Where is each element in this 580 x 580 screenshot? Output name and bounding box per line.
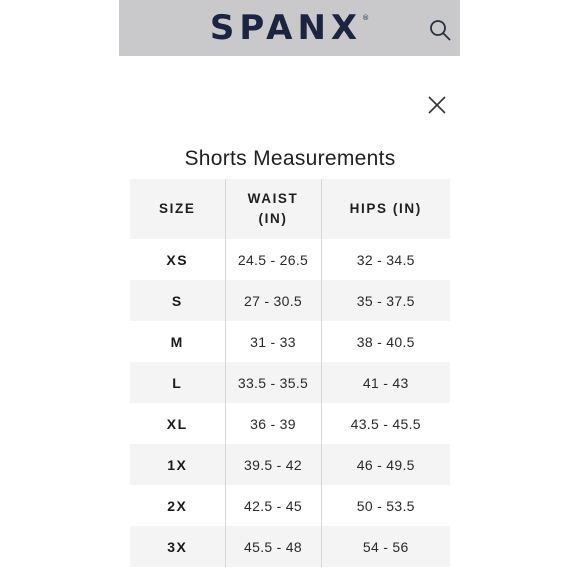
- hips-cell: 46 - 49.5: [321, 444, 450, 485]
- waist-cell: 31 - 33: [225, 321, 321, 362]
- table-row: [130, 362, 450, 403]
- hips-cell: 43.5 - 45.5: [321, 403, 450, 444]
- modal-title: Shorts Measurements: [184, 147, 396, 170]
- size-cell: 3X: [130, 526, 225, 567]
- size-cell: 2X: [167, 497, 188, 514]
- size-cell: XS: [166, 251, 189, 268]
- waist-cell: 36 - 39: [225, 403, 321, 444]
- table-row: [130, 280, 450, 321]
- waist-cell: 45.5 - 48: [225, 526, 321, 567]
- table-row: [130, 444, 450, 485]
- table-header-row: [130, 179, 450, 239]
- spanx-logo[interactable]: SPANX®: [209, 8, 370, 48]
- hips-cell: 32 - 34.5: [321, 239, 450, 280]
- site-header: [119, 0, 460, 56]
- size-cell: M: [170, 333, 184, 350]
- hips-cell: 50 - 53.5: [321, 485, 450, 526]
- waist-cell: 33.5 - 35.5: [225, 362, 321, 403]
- hips-cell: 35 - 37.5: [321, 280, 450, 321]
- table-row: [130, 403, 450, 444]
- search-icon[interactable]: [428, 18, 452, 42]
- header-hips: HIPS (IN): [321, 179, 450, 239]
- table-row: [130, 526, 450, 567]
- hips-cell: 54 - 56: [321, 526, 450, 567]
- size-chart-table: [130, 179, 450, 567]
- header-waist: WAIST (IN): [225, 179, 321, 239]
- size-cell: XL: [166, 415, 188, 432]
- header-size: SIZE: [130, 179, 225, 239]
- size-cell: L: [130, 362, 225, 403]
- hips-cell: 41 - 43: [321, 362, 450, 403]
- waist-cell: 27 - 30.5: [225, 280, 321, 321]
- hips-cell: 38 - 40.5: [321, 321, 450, 362]
- close-icon[interactable]: [425, 93, 449, 117]
- size-cell: 1X: [130, 444, 225, 485]
- size-cell: S: [130, 280, 225, 321]
- waist-cell: 39.5 - 42: [225, 444, 321, 485]
- waist-cell: 42.5 - 45: [225, 485, 321, 526]
- table-row: [130, 321, 450, 362]
- waist-cell: 24.5 - 26.5: [225, 239, 321, 280]
- table-row: [130, 239, 450, 280]
- table-row: [130, 485, 450, 526]
